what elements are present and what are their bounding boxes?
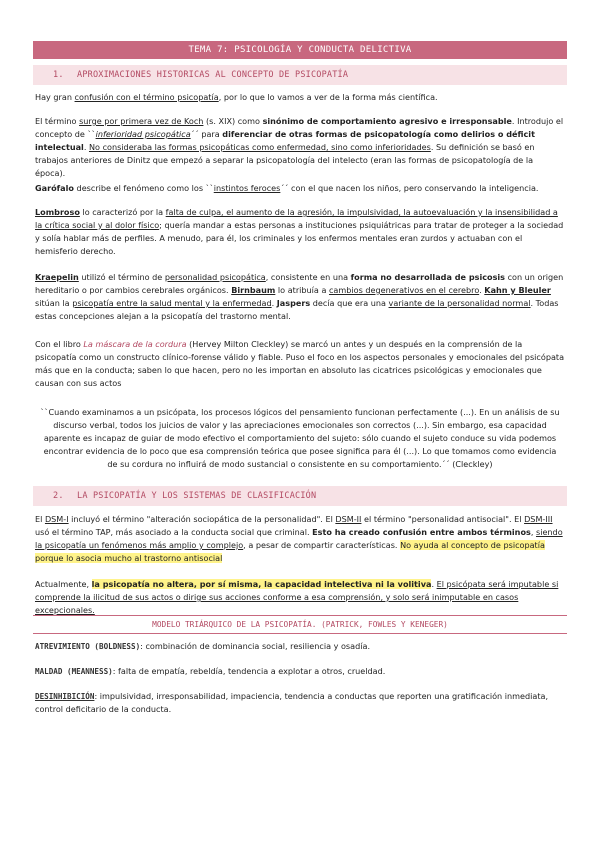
text: describe el fenómeno como los `` [73,183,214,193]
text: El término [35,116,80,126]
text: ´´ con el que nacen los niños, pero conservando la inteligencia. [280,183,539,193]
underlined-text: surge por primera vez de Koch [79,116,204,126]
text: usó el término TAP, más asociado a la conducta social que criminal. [35,527,313,537]
dsm-term: DSM-III [524,514,553,524]
paragraph-cleckley [35,338,565,390]
bold-text: forma no desarrollada de psicosis [350,272,505,282]
book-title: La máscara de la cordura [83,339,187,349]
section-title: LA PSICOPATÍA Y LOS SISTEMAS DE CLASIFICACIÓN [77,491,317,501]
model-description: combinación de dominancia social, resiliencia y osadía. [145,641,371,651]
text: lo caracterizó por la [79,207,166,217]
paragraph-imputability [35,578,565,617]
highlighted-bold-text: la psicopatía no altera, por sí misma, la capacidad intelectiva ni la volitiva [91,579,432,589]
underlined-text: psicopatía entre la salud mental y la enfermedad [72,298,272,308]
text: con un origen hereditario o por cambios cerebrales orgánicos. [35,272,564,295]
text: El [35,514,45,524]
text: lo atribuía a [275,285,329,295]
text: . [271,298,277,308]
underlined-text: falta de culpa, el aumento de la agresión, la impulsividad, la autoevaluación y la insensibilidad a la crítica social y al dolor físico [35,207,558,230]
text: ; quería mandar a estas personas a instituciones psiquiátricas para tratar de proteger a la sociedad y solía hablar más de perfiles. A menudo, para él, los criminales y los enfermos mentales eran zurdos y actuaban con el hemisferio derecho. [35,220,564,256]
underlined-text: No consideraba las formas psicopáticas como enfermedad, sino como inferioridades [88,142,431,152]
dsm-term: DSM-II [335,514,362,524]
author-name: Garófalo [35,183,74,193]
text: . Su definición se basó en trabajos anteriores de Dinitz que empezó a separar la psicopatología del intelecto (eran las formas de psicopatología de la época). [35,142,535,178]
italic-text: inferioridad psicopática [95,129,191,139]
underlined-text: variante de la personalidad normal [388,298,531,308]
paragraph-confusion [35,91,565,104]
paragraph-dsm [35,513,565,565]
underlined-text: confusión con el término psicopatía [74,92,219,102]
underlined-text: instintos feroces [213,183,281,193]
section-number: 1. [53,70,64,80]
paragraph-lombroso [35,206,565,258]
document-title: TEMA 7: PSICOLOGÍA Y CONDUCTA DELICTIVA [33,41,567,59]
model-item-meanness [35,665,565,678]
model-term: MALDAD (MEANNESS) [35,667,113,676]
section-heading-2 [33,486,567,506]
text: . [479,285,485,295]
section-heading-1 [33,65,567,85]
text: utilizó el término de [78,272,165,282]
dsm-term: DSM-I [44,514,69,524]
paragraph-kraepelin [35,271,565,323]
author-name: Kahn y Bleuler [484,285,551,295]
text: el término "personalidad antisocial". El [361,514,525,524]
underlined-text: siendo la psicopatía un fenómenos más amplio y complejo [35,527,563,550]
model-item-disinhibition [35,690,565,716]
text: , por lo que lo vamos a ver de la forma más científica. [218,92,438,102]
author-name: Lombroso [35,207,80,217]
model-term: ATREVIMIENTO (BOLDNESS) [35,642,141,651]
text: (Hervey Milton Cleckley) se marcó un antes y un después en la comprensión de la psicopatía como un constructo clínico-forense válido y fiable. Puso el foco en los aspectos personales y emocionales del psicópata más que en la conducta; saben lo que hacen, pero no les importan en absoluto las cicatrices psicológicas y emocionales que causan con sus actos [35,339,565,388]
text: , consistente en una [265,272,351,282]
underlined-text: El psicópata será imputable si comprende la ilicitud de sus actos o dirige sus acciones conforme a esa comprensión, y solo será inimputable en casos excepcionales. [35,579,559,615]
triarchic-model-heading: MODELO TRIÁRQUICO DE LA PSICOPATÍA. (PATRICK, FOWLES Y KENEGER) [33,618,567,632]
model-description: impulsividad, irresponsabilidad, impaciencia, tendencia a conductas que reporten una gratificación inmediata, control deficitario de la conducta. [35,691,549,714]
text: . Todas estas concepciones alejan a la psicopatía del trastorno mental. [35,298,559,321]
highlighted-text: No ayuda al concepto de psicopatía porque lo asocia mucho al trastorno antisocial [35,540,545,563]
author-name: Jaspers [276,298,311,308]
separator: : [140,641,146,651]
text: Hay gran [35,92,75,102]
section-number: 2. [53,491,64,501]
separator: : [94,691,100,701]
text: . [83,142,89,152]
text: , [530,527,536,537]
text: Con el libro [35,339,84,349]
cleckley-quote: ``Cuando examinamos a un psicópata, los procesos lógicos del pensamiento funcionan perfectamente (...). En un análisis de su discurso verbal, todos los juicios de valor y las apreciaciones emocionales son correctos (...). Sin embargo, esa capacidad aparente es incapaz de guiar de modo efectivo el comportamiento del sujeto: sólo cuando el sujeto conduce su vida podemos encontrar evidencia de lo poco que esa comprensión teórica que posee significa para él (...). Lo que tomamos como evidencia de su cordura no influirá de modo sustancial o consistente en su comportamiento.´´ (Cleckley) [40,407,560,469]
author-name: Birnbaum [231,285,276,295]
text: Actualmente, [35,579,92,589]
paragraph-koch [35,115,565,180]
underlined-text: personalidad psicopática [164,272,266,282]
text: (s. XIX) como [203,116,263,126]
model-term: DESINHIBICIÓN [35,692,95,701]
model-description: falta de empatía, rebeldía, tendencia a explotar a otros, crueldad. [118,666,386,676]
author-name: Kraepelin [35,272,79,282]
section-title: APROXIMACIONES HISTORICAS AL CONCEPTO DE PSICOPATÍA [77,70,349,80]
text: . [431,579,437,589]
text: . Introdujo el concepto de `` [35,116,564,139]
text: decía que era una [310,298,389,308]
model-item-boldness [35,640,565,653]
text: sitúan la [35,298,73,308]
underlined-text: cambios degenerativos en el cerebro [328,285,480,295]
text: ´´ para [190,129,223,139]
paragraph-garofalo [35,182,565,195]
bold-text: sinónimo de comportamiento agresivo e irresponsable [262,116,512,126]
bold-text: Esto ha creado confusión entre ambos términos [312,527,531,537]
text: , a pesar de compartir características. [243,540,401,550]
bold-text: diferenciar de otras formas de psicopatología como delirios o déficit intelectual [35,129,535,152]
separator: : [112,666,119,676]
text: incluyó el término "alteración sociopática de la personalidad". El [68,514,336,524]
